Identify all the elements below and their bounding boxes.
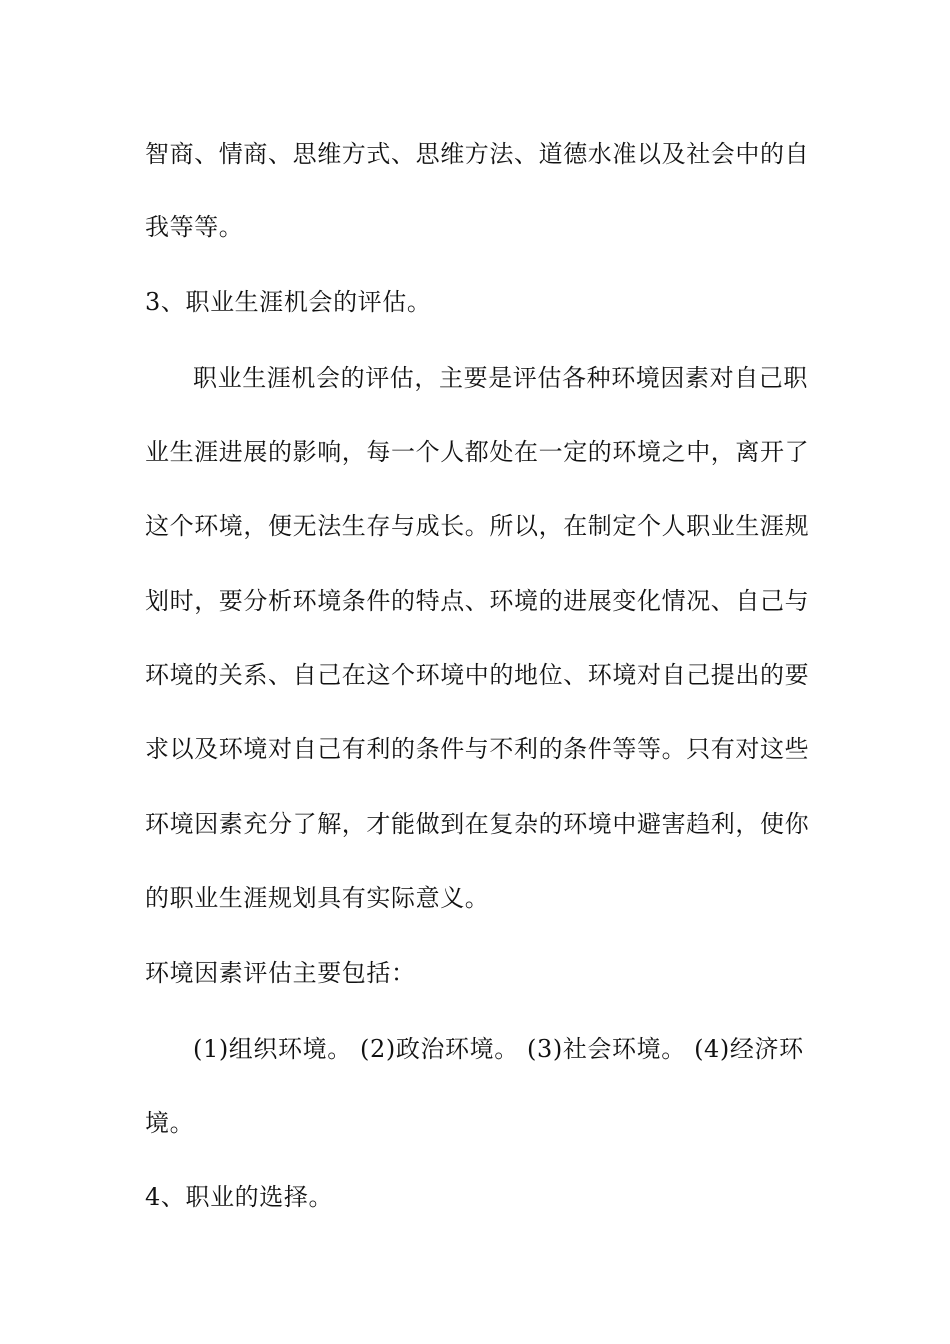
- section-heading: 3、职业生涯机会的评估。: [145, 288, 432, 316]
- paragraph-line: 业生涯进展的影响，每一个人都处在一定的环境之中，离开了: [145, 438, 810, 466]
- paragraph-line: 的职业生涯规划具有实际意义。: [145, 884, 490, 912]
- paragraph-line: 环境因素充分了解，才能做到在复杂的环境中避害趋利，使你: [145, 810, 810, 838]
- paragraph-line: 职业生涯机会的评估，主要是评估各种环境因素对自己职: [193, 364, 808, 392]
- paragraph-line: 环境因素评估主要包括：: [145, 959, 416, 987]
- section-heading: 4、职业的选择。: [145, 1183, 334, 1211]
- paragraph-line: 这个环境，便无法生存与成长。所以，在制定个人职业生涯规: [145, 512, 810, 540]
- list-line: (1)组织环境。 (2)政治环境。 (3)社会环境。 (4)经济环: [193, 1035, 804, 1063]
- paragraph-line: 环境的关系、自己在这个环境中的地位、环境对自己提出的要: [145, 661, 810, 689]
- paragraph-line: 划时，要分析环境条件的特点、环境的进展变化情况、自己与: [145, 587, 810, 615]
- paragraph-line: 智商、情商、思维方式、思维方法、道德水准以及社会中的自: [145, 140, 810, 168]
- paragraph-line: 求以及环境对自己有利的条件与不利的条件等等。只有对这些: [145, 735, 810, 763]
- paragraph-line: 我等等。: [145, 213, 244, 241]
- list-line: 境。: [145, 1109, 195, 1137]
